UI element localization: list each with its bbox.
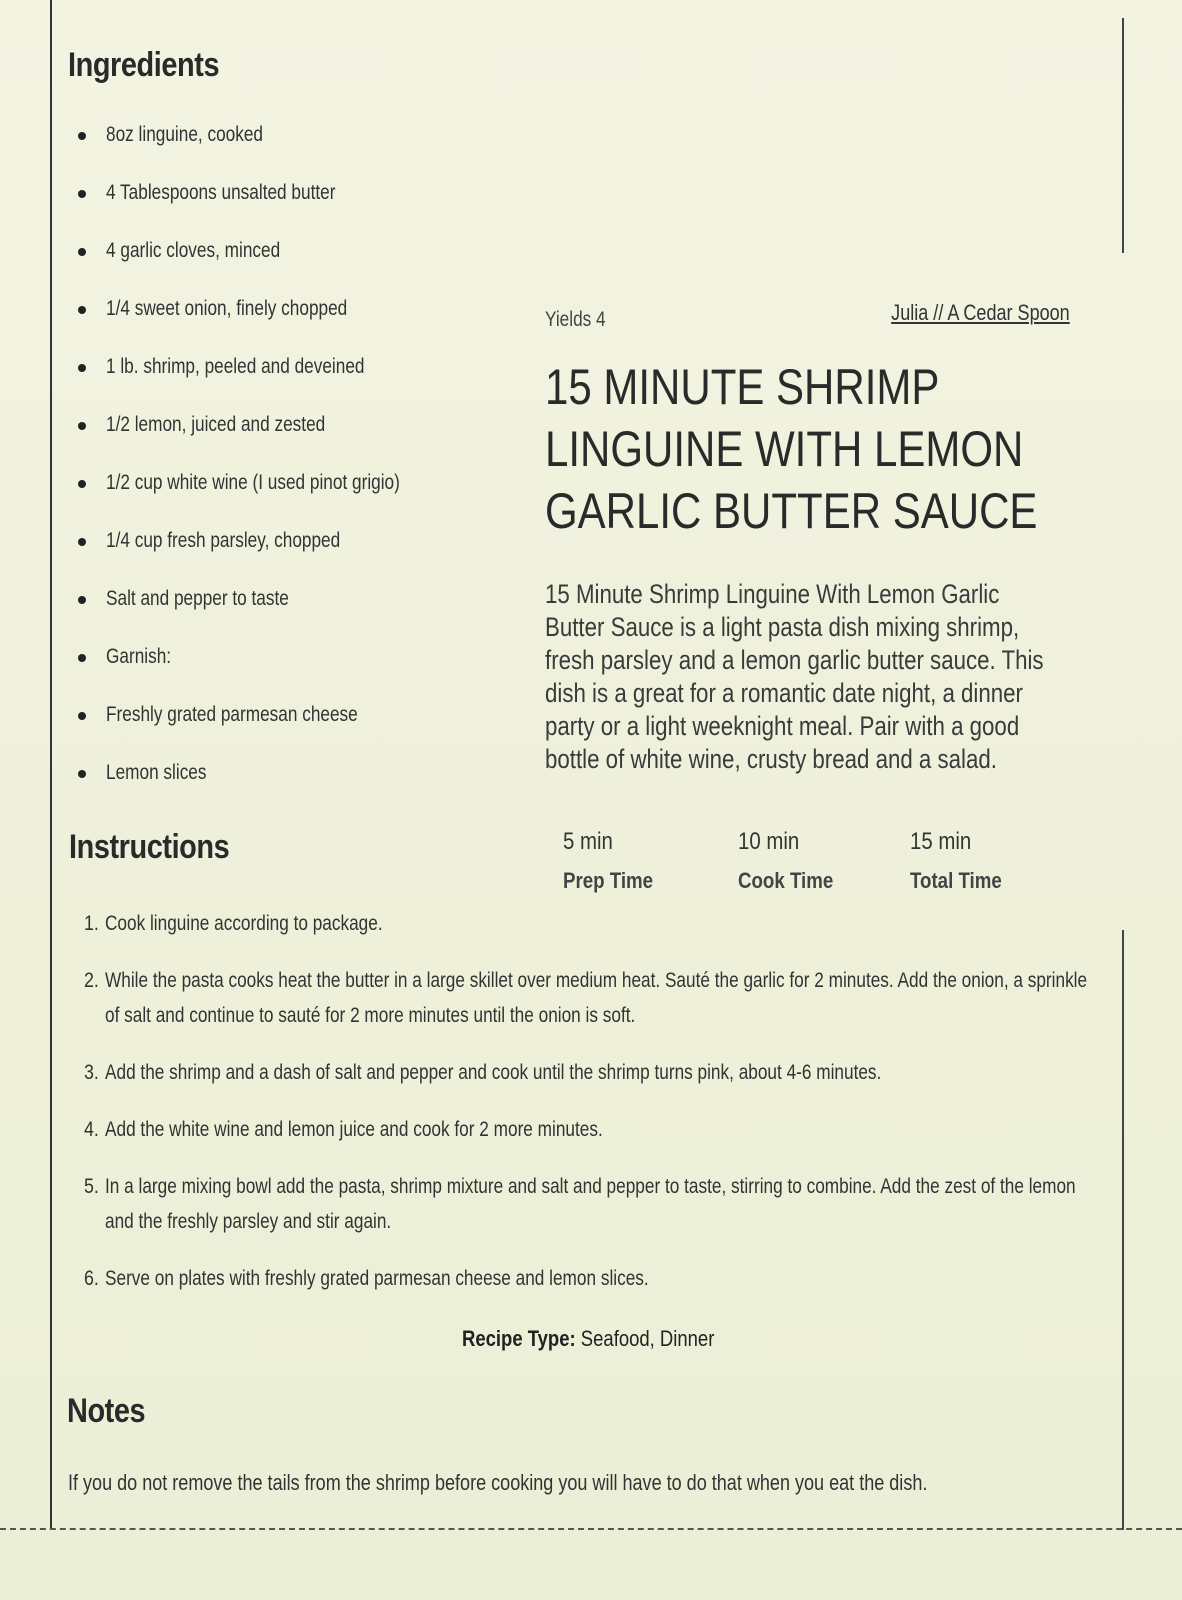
bullet-icon	[78, 190, 86, 198]
ingredient-item: 4 garlic cloves, minced	[70, 238, 490, 296]
instruction-step: 5. In a large mixing bowl add the pasta, shrimp mixture and salt and pepper to taste, stirring to combine. Add the zest of the lemon and the freshly parsley and stir again.	[84, 1175, 1076, 1233]
recipe-title: 15 MINUTE SHRIMP LINGUINE WITH LEMON GARLIC BUTTER SAUCE	[545, 359, 1038, 539]
ingredient-item: 4 Tablespoons unsalted butter	[70, 180, 490, 238]
notes-heading: Notes	[67, 1392, 146, 1430]
bullet-icon	[78, 132, 86, 140]
instruction-step: 6. Serve on plates with freshly grated parmesan cheese and lemon slices.	[84, 1267, 649, 1290]
scan-edge-right-bottom	[1122, 930, 1124, 1530]
bullet-icon	[78, 480, 86, 488]
bullet-icon	[78, 422, 86, 430]
total-time-value: 15 min	[910, 828, 972, 855]
recipe-type-value: Seafood, Dinner	[580, 1326, 715, 1351]
bullet-icon	[78, 770, 86, 778]
ingredient-item: Freshly grated parmesan cheese	[70, 702, 490, 760]
bullet-icon	[78, 596, 86, 604]
cook-time-value: 10 min	[738, 828, 800, 855]
ingredient-item: 1 lb. shrimp, peeled and deveined	[70, 354, 490, 412]
author-link[interactable]: Julia // A Cedar Spoon	[891, 300, 1070, 325]
instruction-step: 2. While the pasta cooks heat the butter in a large skillet over medium heat. Sauté the garlic for 2 minutes. Add the onion, a sprinkle of salt and continue to sauté for 2 more minutes until the onion is soft.	[84, 969, 1088, 1027]
ingredients-list	[70, 122, 490, 818]
ingredient-item: Garnish:	[70, 644, 490, 702]
scan-edge-bottom	[0, 1528, 1182, 1530]
ingredient-item: Lemon slices	[70, 760, 490, 818]
scan-edge-left	[50, 0, 52, 1530]
bullet-icon	[78, 654, 86, 662]
ingredient-item: 1/4 cup fresh parsley, chopped	[70, 528, 490, 586]
recipe-yields: Yields 4	[545, 308, 606, 331]
ingredient-item: 8oz linguine, cooked	[70, 122, 490, 180]
recipe-description: 15 Minute Shrimp Linguine With Lemon Garlic Butter Sauce is a light pasta dish mixing shrimp, fresh parsley and a lemon garlic butter sauce. This dish is a great for a romantic date night, a dinner party or a light weeknight meal. Pair with a good bottle of white wine, crusty bread and a salad.	[545, 579, 1044, 774]
ingredient-item: 1/2 lemon, juiced and zested	[70, 412, 490, 470]
total-time	[910, 828, 1018, 894]
notes-text: If you do not remove the tails from the shrimp before cooking you will have to do that when you eat the dish.	[68, 1470, 928, 1495]
bullet-icon	[78, 306, 86, 314]
instructions-heading: Instructions	[69, 828, 230, 866]
recipe-times	[563, 828, 1063, 898]
bullet-icon	[78, 364, 86, 372]
bullet-icon	[78, 712, 86, 720]
instruction-step: 1. Cook linguine according to package.	[84, 912, 383, 935]
ingredient-item: Salt and pepper to taste	[70, 586, 490, 644]
cook-time-label: Cook Time	[738, 868, 834, 893]
instruction-step: 3. Add the shrimp and a dash of salt and pepper and cook until the shrimp turns pink, about 4-6 minutes.	[84, 1061, 882, 1084]
prep-time-label: Prep Time	[563, 868, 654, 893]
bullet-icon	[78, 248, 86, 256]
recipe-type-label: Recipe Type:	[462, 1326, 576, 1351]
ingredient-item: 1/4 sweet onion, finely chopped	[70, 296, 490, 354]
recipe-type	[462, 1326, 714, 1352]
total-time-label: Total Time	[910, 868, 1002, 893]
bullet-icon	[78, 538, 86, 546]
ingredients-heading: Ingredients	[68, 46, 220, 84]
scan-edge-right-top	[1122, 18, 1124, 253]
prep-time-value: 5 min	[563, 828, 613, 855]
instruction-step: 4. Add the white wine and lemon juice and cook for 2 more minutes.	[84, 1118, 603, 1141]
instructions-list	[80, 906, 1100, 1296]
prep-time	[563, 828, 669, 894]
ingredient-item: 1/2 cup white wine (I used pinot grigio)	[70, 470, 490, 528]
cook-time	[738, 828, 850, 894]
